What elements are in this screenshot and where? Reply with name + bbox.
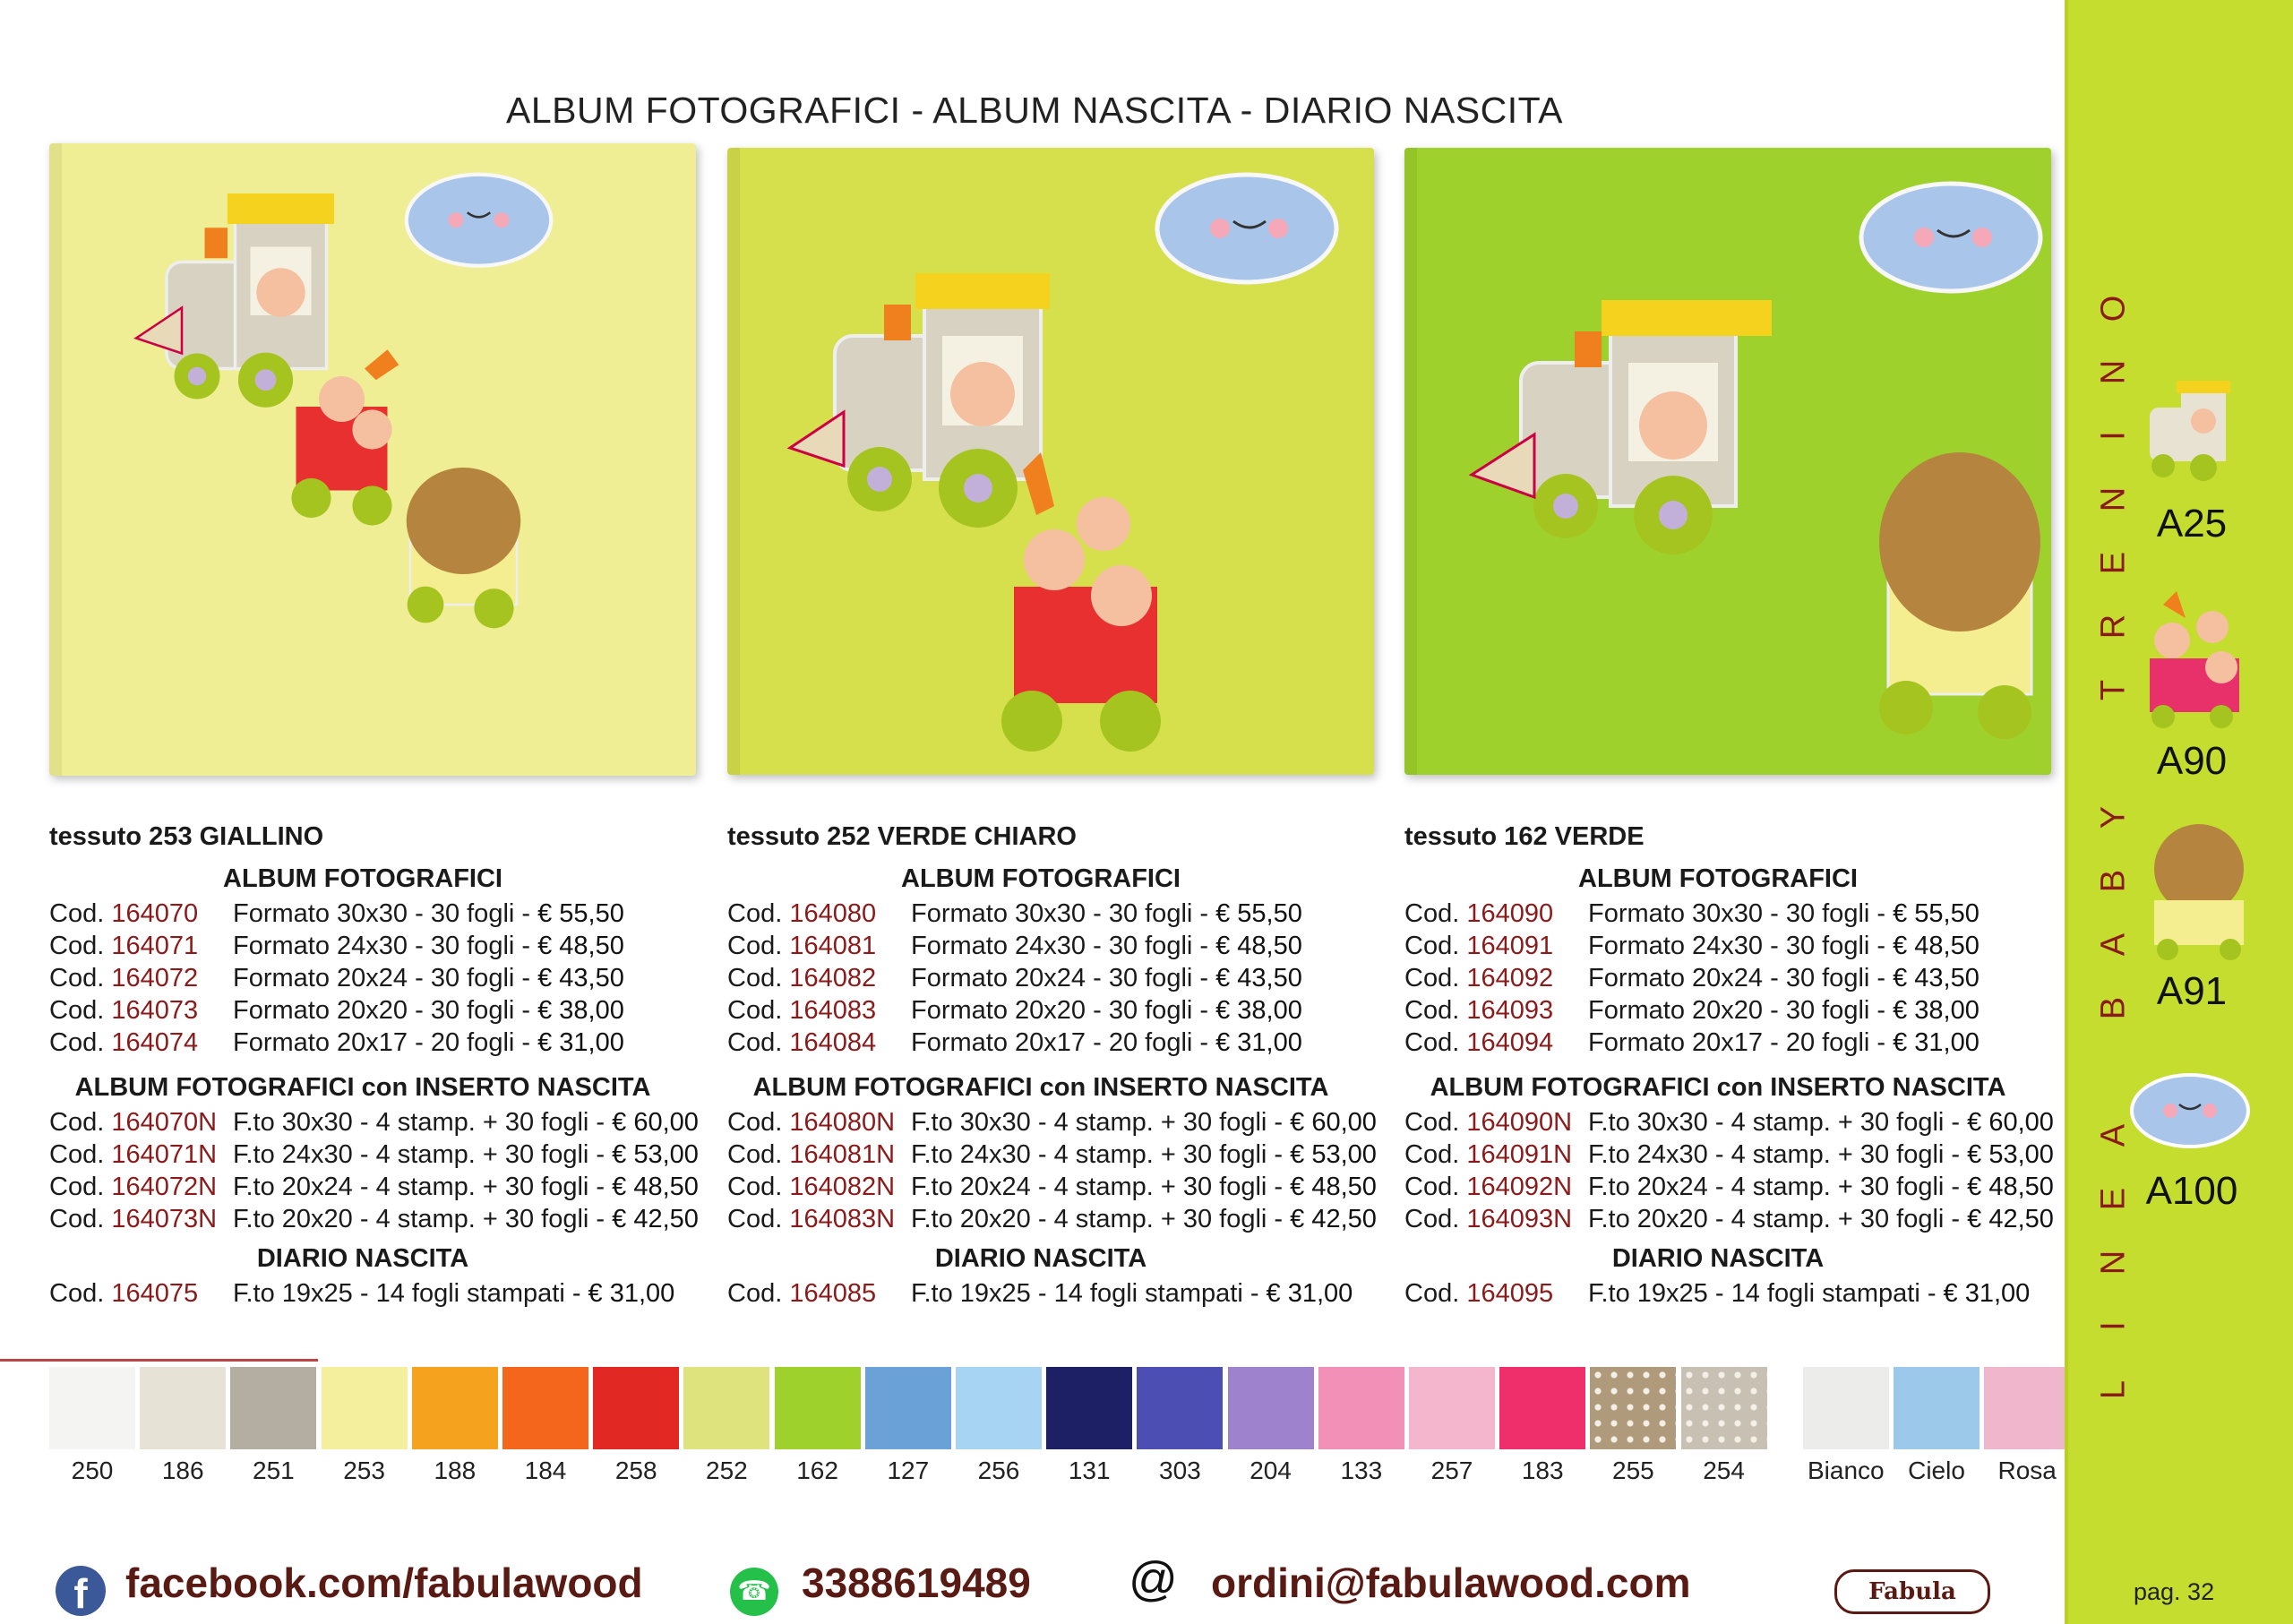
swatch-253 (322, 1367, 408, 1449)
section-title-diario: DIARIO NASCITA (1611, 1244, 1825, 1273)
product-price: € 60,00 (1290, 1108, 1377, 1137)
swatch-162 (775, 1367, 861, 1449)
product-code: Cod. 164082 (727, 964, 877, 992)
swatch-label: 252 (706, 1456, 748, 1484)
swatch-257 (1409, 1367, 1495, 1449)
product-code: Cod. 164092 (1404, 964, 1554, 992)
product-code: Cod. 164082N (727, 1173, 896, 1201)
product-row (49, 1027, 721, 1059)
product-price: € 53,00 (1967, 1140, 2054, 1169)
product-description: Formato 20x20 - 30 fogli - (911, 996, 1216, 1025)
product-code: Cod. 164084 (727, 1028, 877, 1057)
swatch-133 (1318, 1367, 1404, 1449)
product-price: € 60,00 (1967, 1108, 2054, 1137)
product-price: € 43,50 (1215, 964, 1302, 992)
tessuto-label: tessuto 253 GIALLINO (49, 822, 324, 851)
product-description: F.to 20x20 - 4 stamp. + 30 fogli - (911, 1205, 1291, 1233)
sidebar-letter: L (2094, 1379, 2133, 1400)
product-row (49, 1171, 721, 1203)
product-description: F.to 30x30 - 4 stamp. + 30 fogli - (1588, 1108, 1968, 1137)
phone-number[interactable]: 3388619489 (802, 1560, 1031, 1606)
product-description: Formato 20x24 - 30 fogli - (233, 964, 538, 992)
swatch-rosa (1984, 1367, 2070, 1449)
sidebar-letter: T (2094, 679, 2133, 701)
product-code: Cod. 164070 (49, 899, 199, 928)
swatch-131 (1046, 1367, 1132, 1449)
swatch-label: 257 (1430, 1456, 1473, 1484)
product-price: € 53,00 (612, 1140, 699, 1169)
product-description: F.to 24x30 - 4 stamp. + 30 fogli - (233, 1140, 613, 1169)
swatch-204 (1228, 1367, 1314, 1449)
section-title-album: ALBUM FOTOGRAFICI (901, 864, 1181, 893)
product-price: € 43,50 (1893, 964, 1980, 992)
product-code: Cod. 164080 (727, 899, 877, 928)
swatch-label: 255 (1612, 1456, 1654, 1484)
product-code: Cod. 164070N (49, 1108, 218, 1137)
product-code: Cod. 164093N (1404, 1205, 1573, 1233)
product-code: Cod. 164073N (49, 1205, 218, 1233)
product-code: Cod. 164072 (49, 964, 199, 992)
train-illustration (727, 148, 1374, 775)
section-title-inserto: ALBUM FOTOGRAFICI con INSERTO NASCITA (1430, 1073, 2006, 1102)
product-price: € 43,50 (537, 964, 624, 992)
swatch-183 (1499, 1367, 1585, 1449)
product-row (1404, 1277, 2076, 1310)
swatch-label: 303 (1159, 1456, 1201, 1484)
product-description: F.to 30x30 - 4 stamp. + 30 fogli - (911, 1108, 1291, 1137)
product-description: Formato 30x30 - 30 fogli - (1588, 899, 1894, 928)
product-price: € 31,00 (1943, 1279, 2031, 1308)
product-description: Formato 24x30 - 30 fogli - (233, 932, 538, 960)
product-row (49, 1139, 721, 1171)
product-price: € 38,00 (1893, 996, 1980, 1025)
product-price: € 48,50 (1290, 1173, 1377, 1201)
fabula-logo: Fabula (1834, 1569, 1990, 1614)
product-code: Cod. 164081N (727, 1140, 896, 1169)
whatsapp-icon[interactable]: ☎ (730, 1568, 778, 1616)
album-cover-giallino (49, 143, 696, 776)
train-illustration (1404, 148, 2051, 775)
section-title-diario: DIARIO NASCITA (934, 1244, 1147, 1273)
thumb-label-a90: A90 (2156, 739, 2228, 783)
product-price: € 48,50 (537, 932, 624, 960)
product-price: € 55,50 (1893, 899, 1980, 928)
product-price: € 55,50 (537, 899, 624, 928)
thumb-a91 (2141, 820, 2257, 963)
product-code: Cod. 164074 (49, 1028, 199, 1057)
product-description: F.to 20x24 - 4 stamp. + 30 fogli - (1588, 1173, 1968, 1201)
swatch-188 (412, 1367, 498, 1449)
sidebar-letter: I (2094, 431, 2133, 441)
product-row (727, 1171, 1399, 1203)
product-code: Cod. 164094 (1404, 1028, 1554, 1057)
product-price: € 31,00 (588, 1279, 675, 1308)
sidebar-letter: A (2094, 1123, 2133, 1147)
product-code: Cod. 164081 (727, 932, 877, 960)
product-code: Cod. 164093 (1404, 996, 1554, 1025)
sidebar-letter: A (2094, 932, 2133, 957)
product-row (727, 1203, 1399, 1235)
product-description: Formato 20x17 - 20 fogli - (911, 1028, 1216, 1057)
sidebar-letter: E (2094, 1187, 2133, 1211)
product-row (49, 962, 721, 994)
product-description: Formato 20x17 - 20 fogli - (233, 1028, 538, 1057)
product-description: F.to 20x24 - 4 stamp. + 30 fogli - (911, 1173, 1291, 1201)
swatch-label: Rosa (1997, 1456, 2057, 1484)
thumb-label-a91: A91 (2156, 969, 2228, 1013)
product-row (727, 994, 1399, 1027)
section-title-album: ALBUM FOTOGRAFICI (223, 864, 502, 893)
product-row (727, 930, 1399, 962)
section-title-diario: DIARIO NASCITA (256, 1244, 469, 1273)
product-row (1404, 1106, 2076, 1139)
product-row (727, 1277, 1399, 1310)
swatch-bianco (1803, 1367, 1889, 1449)
product-price: € 31,00 (1266, 1279, 1353, 1308)
product-row (49, 1203, 721, 1235)
swatch-label: 250 (71, 1456, 114, 1484)
swatch-184 (502, 1367, 588, 1449)
swatch-label: Bianco (1807, 1456, 1885, 1484)
train-illustration (49, 143, 696, 776)
product-description: F.to 20x20 - 4 stamp. + 30 fogli - (1588, 1205, 1968, 1233)
product-row (1404, 962, 2076, 994)
product-description: F.to 19x25 - 14 fogli stampati - (1588, 1279, 1944, 1308)
product-code: Cod. 164071N (49, 1140, 218, 1169)
product-description: Formato 20x17 - 20 fogli - (1588, 1028, 1894, 1057)
at-icon: @ (1129, 1552, 1178, 1606)
swatch-label: 183 (1521, 1456, 1564, 1484)
product-code: Cod. 164072N (49, 1173, 218, 1201)
swatch-258 (593, 1367, 679, 1449)
product-code: Cod. 164080N (727, 1108, 896, 1137)
product-row (49, 1277, 721, 1310)
swatch-label: 184 (524, 1456, 567, 1484)
product-price: € 42,50 (612, 1205, 699, 1233)
product-code: Cod. 164083N (727, 1205, 896, 1233)
section-title-inserto: ALBUM FOTOGRAFICI con INSERTO NASCITA (74, 1073, 651, 1102)
product-description: F.to 30x30 - 4 stamp. + 30 fogli - (233, 1108, 613, 1137)
product-description: Formato 20x20 - 30 fogli - (1588, 996, 1894, 1025)
swatch-186 (140, 1367, 226, 1449)
sidebar-letter: B (2094, 996, 2133, 1020)
product-row (1404, 1171, 2076, 1203)
swatch-label: 162 (796, 1456, 838, 1484)
product-code: Cod. 164092N (1404, 1173, 1573, 1201)
sidebar-letter: N (2094, 1250, 2133, 1276)
product-description: F.to 24x30 - 4 stamp. + 30 fogli - (1588, 1140, 1968, 1169)
swatch-label: 127 (887, 1456, 930, 1484)
product-column-1 (49, 822, 721, 1310)
product-description: Formato 20x24 - 30 fogli - (911, 964, 1216, 992)
product-row (1404, 898, 2076, 930)
product-price: € 42,50 (1967, 1205, 2054, 1233)
product-code: Cod. 164085 (727, 1279, 877, 1308)
album-cover-verde-chiaro (727, 148, 1374, 775)
product-column-2 (727, 822, 1399, 1310)
swatch-label: 253 (343, 1456, 385, 1484)
product-description: Formato 20x20 - 30 fogli - (233, 996, 538, 1025)
product-row (1404, 994, 2076, 1027)
divider-line (0, 1359, 318, 1362)
page-number: pag. 32 (2134, 1578, 2215, 1605)
product-code: Cod. 164071 (49, 932, 199, 960)
product-price: € 53,00 (1290, 1140, 1377, 1169)
thumb-a25 (2132, 381, 2257, 488)
product-price: € 31,00 (537, 1028, 624, 1057)
product-description: Formato 24x30 - 30 fogli - (1588, 932, 1894, 960)
product-code: Cod. 164083 (727, 996, 877, 1025)
tessuto-label: tessuto 252 VERDE CHIARO (727, 822, 1077, 851)
email-link[interactable]: ordini@fabulawood.com (1211, 1560, 1691, 1606)
product-row (1404, 930, 2076, 962)
product-description: Formato 30x30 - 30 fogli - (911, 899, 1216, 928)
product-code: Cod. 164075 (49, 1279, 199, 1308)
product-row (49, 930, 721, 962)
swatch-label: 131 (1068, 1456, 1111, 1484)
product-row (727, 1106, 1399, 1139)
swatch-label: 188 (434, 1456, 477, 1484)
product-description: Formato 20x24 - 30 fogli - (1588, 964, 1894, 992)
product-price: € 48,50 (1893, 932, 1980, 960)
sidebar-letter: E (2094, 551, 2133, 575)
product-description: F.to 20x24 - 4 stamp. + 30 fogli - (233, 1173, 613, 1201)
product-price: € 38,00 (1215, 996, 1302, 1025)
product-code: Cod. 164073 (49, 996, 199, 1025)
thumb-a90 (2136, 587, 2253, 730)
product-price: € 55,50 (1215, 899, 1302, 928)
swatch-254 (1681, 1367, 1767, 1449)
product-row (49, 994, 721, 1027)
product-price: € 38,00 (537, 996, 624, 1025)
product-price: € 60,00 (612, 1108, 699, 1137)
product-row (727, 962, 1399, 994)
product-description: F.to 19x25 - 14 fogli stampati - (233, 1279, 588, 1308)
swatch-label: 258 (614, 1456, 657, 1484)
product-code: Cod. 164090N (1404, 1108, 1573, 1137)
album-cover-verde (1404, 148, 2051, 775)
product-code: Cod. 164090 (1404, 899, 1554, 928)
sidebar-letter: I (2094, 1321, 2133, 1331)
product-code: Cod. 164091 (1404, 932, 1554, 960)
swatch-label: 251 (253, 1456, 295, 1484)
swatch-cielo (1894, 1367, 1980, 1449)
product-row (49, 1106, 721, 1139)
swatch-label: 204 (1250, 1456, 1292, 1484)
thumb-a100 (2127, 1070, 2253, 1151)
swatch-label: 133 (1340, 1456, 1383, 1484)
product-column-3 (1404, 822, 2076, 1310)
swatch-303 (1137, 1367, 1223, 1449)
swatch-label: 186 (161, 1456, 204, 1484)
product-price: € 31,00 (1215, 1028, 1302, 1057)
facebook-icon[interactable]: f (56, 1566, 106, 1616)
swatch-label: Cielo (1908, 1456, 1965, 1484)
thumb-label-a100: A100 (2145, 1169, 2238, 1213)
sidebar-letter: O (2094, 295, 2133, 322)
product-row (727, 898, 1399, 930)
thumb-label-a25: A25 (2156, 502, 2228, 546)
product-price: € 48,50 (1215, 932, 1302, 960)
product-row (49, 898, 721, 930)
section-title-album: ALBUM FOTOGRAFICI (1578, 864, 1858, 893)
product-description: F.to 24x30 - 4 stamp. + 30 fogli - (911, 1140, 1291, 1169)
product-price: € 31,00 (1893, 1028, 1980, 1057)
product-price: € 48,50 (612, 1173, 699, 1201)
facebook-link[interactable]: facebook.com/fabulawood (125, 1560, 643, 1606)
product-row (1404, 1139, 2076, 1171)
product-code: Cod. 164091N (1404, 1140, 1573, 1169)
product-price: € 48,50 (1967, 1173, 2054, 1201)
sidebar-letter: N (2094, 359, 2133, 385)
sidebar-letter: R (2094, 614, 2133, 640)
product-row (1404, 1027, 2076, 1059)
tessuto-label: tessuto 162 VERDE (1404, 822, 1645, 851)
page-title: ALBUM FOTOGRAFICI - ALBUM NASCITA - DIARIO NASCITA (506, 90, 1563, 131)
swatch-250 (49, 1367, 135, 1449)
swatch-251 (230, 1367, 316, 1449)
sidebar-letter: Y (2094, 805, 2133, 829)
product-row (727, 1139, 1399, 1171)
swatch-256 (956, 1367, 1042, 1449)
sidebar-letter: B (2094, 869, 2133, 893)
product-description: F.to 19x25 - 14 fogli stampati - (911, 1279, 1267, 1308)
product-description: F.to 20x20 - 4 stamp. + 30 fogli - (233, 1205, 613, 1233)
product-code: Cod. 164095 (1404, 1279, 1554, 1308)
swatch-255 (1590, 1367, 1676, 1449)
section-title-inserto: ALBUM FOTOGRAFICI con INSERTO NASCITA (752, 1073, 1329, 1102)
swatch-252 (683, 1367, 769, 1449)
swatch-label: 254 (1703, 1456, 1745, 1484)
product-row (1404, 1203, 2076, 1235)
product-description: Formato 24x30 - 30 fogli - (911, 932, 1216, 960)
swatch-label: 256 (977, 1456, 1020, 1484)
product-price: € 42,50 (1290, 1205, 1377, 1233)
product-row (727, 1027, 1399, 1059)
swatch-127 (865, 1367, 951, 1449)
product-description: Formato 30x30 - 30 fogli - (233, 899, 538, 928)
sidebar-letter: N (2094, 486, 2133, 512)
